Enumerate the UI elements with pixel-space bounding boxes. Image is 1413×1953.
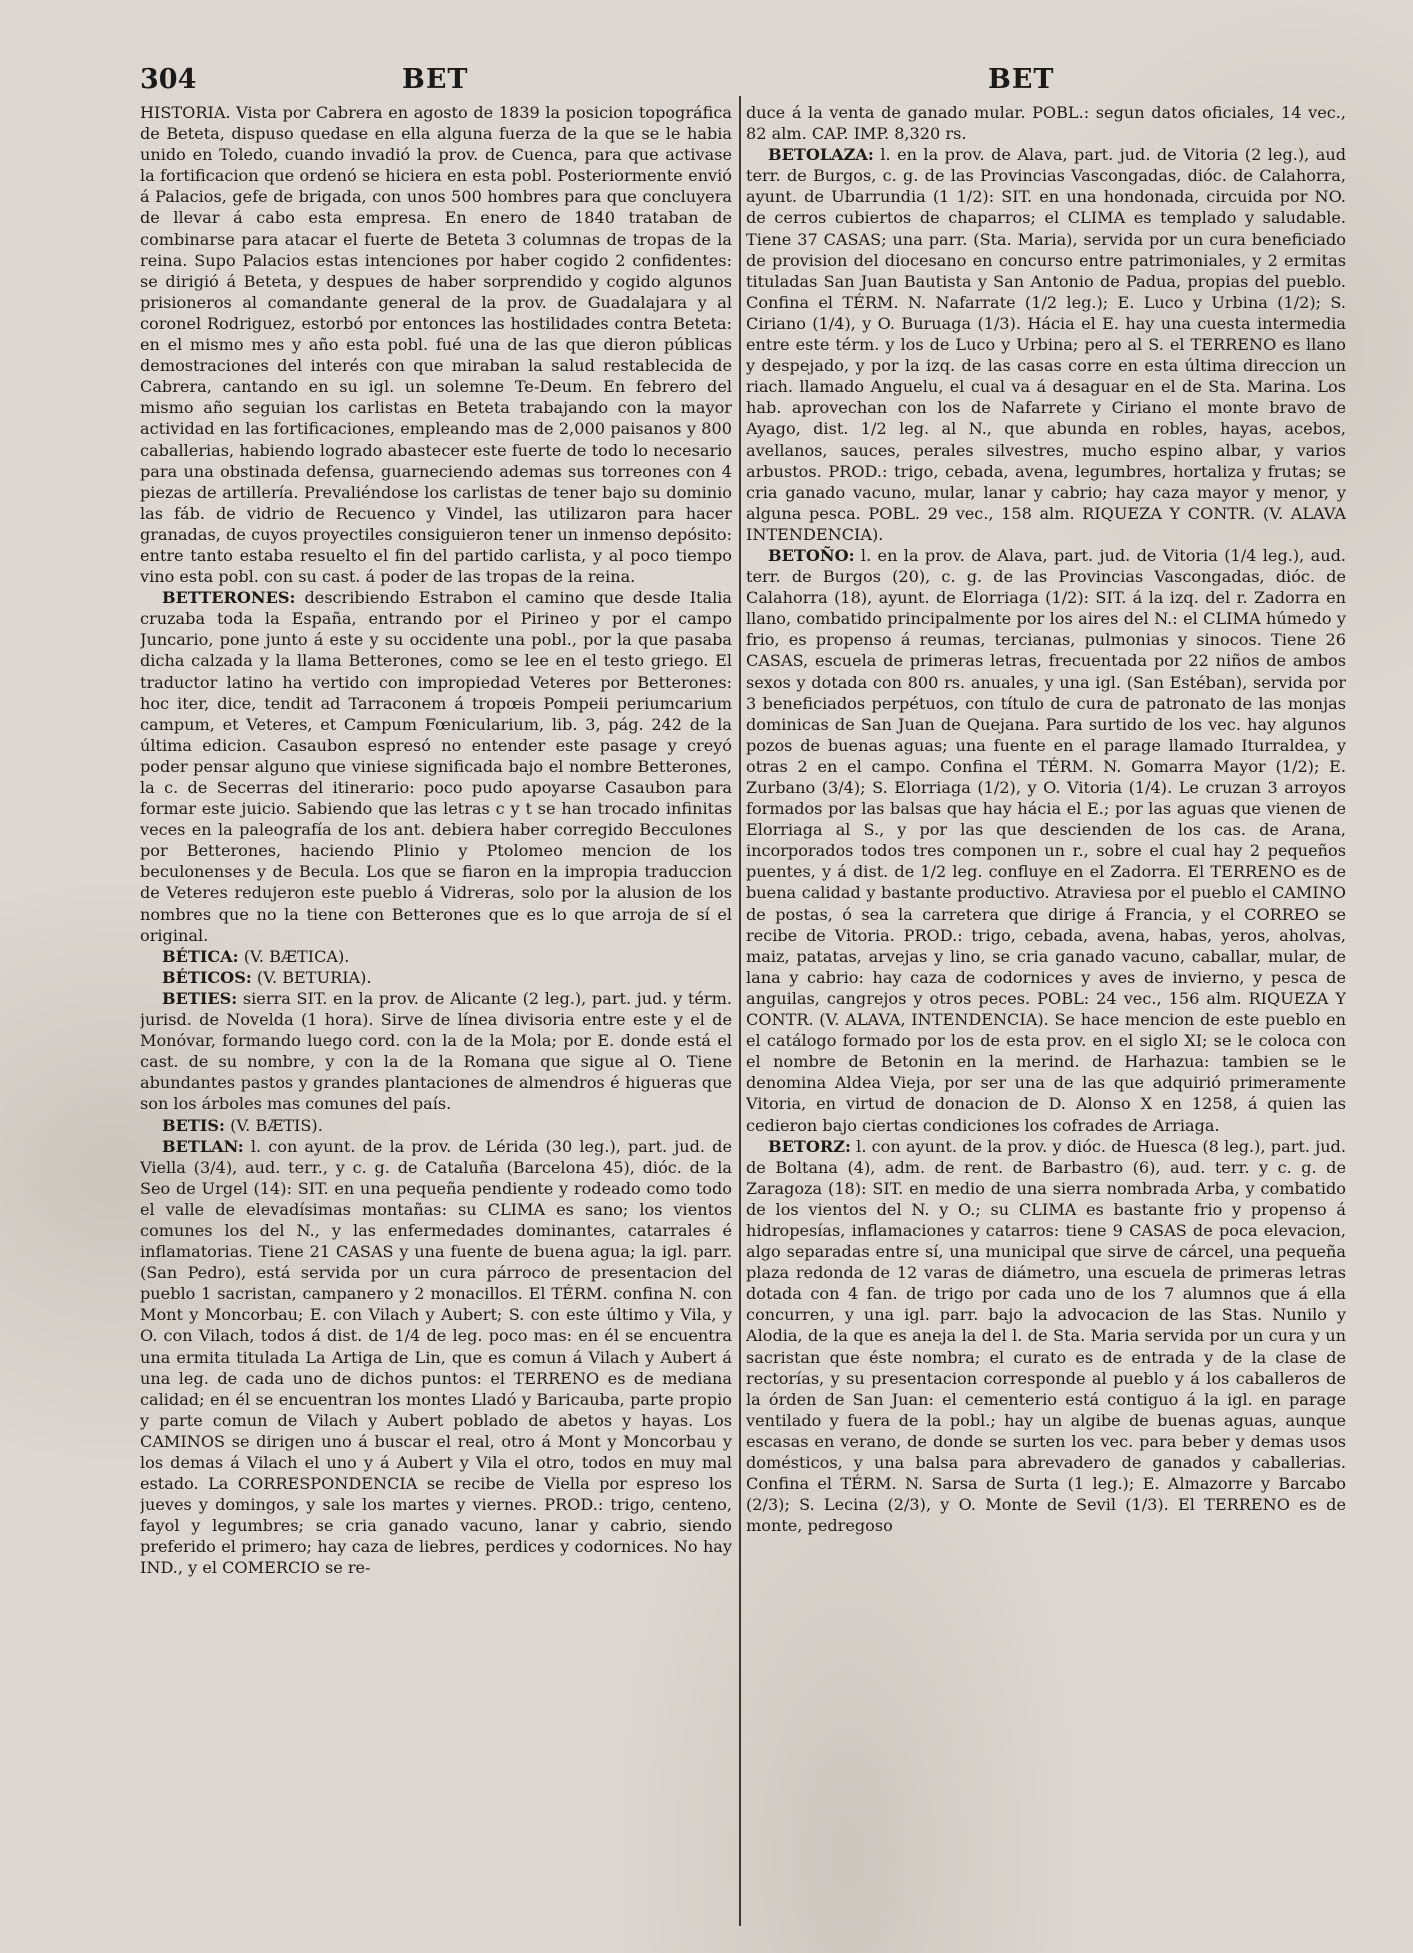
entry-text: l. con ayunt. de la prov. de Lérida (30 leg.), part. jud. de Viella (3/4), aud. terr., y c. g. de Cataluña (Barcelona 45), dióc. de la Seo de Urgel (14): SIT. en una pequeña pendiente y rodeado como todo el valle de elevadísimas montañas: su CLIMA es sano; los vientos comunes los del N., y las enfermedades dominantes, catarrales é inflamatorias. Tiene 21 CASAS y una fuente de buena agua; la igl. parr. (San Pedro), está servida por un cura párroco de presentacion del pueblo 1 sacristan, campanero y 2 monacillos. El TÉRM. confina N. con Mont y Moncorbau; E. con Vilach y Aubert; S. con este último y Vila, y O. con Vilach, todos á dist. de 1/4 de leg. poco mas: en él se encuentra una ermita titulada La Artiga de Lin, que es comun á Vilach y Aubert á una leg. de cada uno de dichos puntos: el TERRENO es de mediana calidad; en él se encuentran los montes Lladó y Baricauba, parte propio y parte comun de Vilach y Aubert poblado de abetos y hayas. Los CAMINOS se dirigen uno á buscar el real, otro á Mont y Moncorbau y los demas á Vilach el uno y á Aubert y Vila el otro, todos en muy mal estado. La CORRESPONDENCIA se recibe de Viella por espreso los jueves y domingos, y sale los martes y viernes. PROD.: trigo, centeno, fayol y legumbres; se cria ganado vacuno, lanar y cabrio, siendo preferido el primero; hay caza de liebres, perdices y codornices. No hay IND., y el COMERCIO se re- [140,1136,732,1578]
entry-text: sierra SIT. en la prov. de Alicante (2 leg.), part. jud. y térm. jurisd. de Novelda (1 hora). Sirve de línea divisoria entre este y el de Monóvar, formando luego cord. con la de la Mola; por E. donde está el cast. de su nombre, y con la de la Romana que sigue al O. Tiene abundantes pastos y grandes plantaciones de almendros é higueras que son los árboles mas comunes del país. [140,988,732,1114]
entry-text: (V. BÆTIS). [230,1115,323,1135]
headword: BÉTICOS: [162,967,252,987]
right-column [746,102,1346,1922]
entry-betlan-continued: duce á la venta de ganado mular. POBL.: segun datos oficiales, 14 vec., 82 alm. CAP. IMP. 8,320 rs. [746,103,1346,144]
entry-text: l. en la prov. de Alava, part. jud. de Vitoria (1/4 leg.), aud. terr. de Burgos (20), c. g. de las Provincias Vascongadas, dióc. de Calahorra (18), ayunt. de Elorriaga (1/2): SIT. á la izq. del r. Zadorra en llano, combatido principalmente por los aires del N.: el CLIMA húmedo y frio, es propenso á reumas, tercianas, pulmonias y sinocos. Tiene 26 CASAS, escuela de primeras letras, frecuentada por 22 niños de ambos sexos y dotada con 800 rs. anuales, y una igl. (San Estéban), servida por 3 beneficiados perpétuos, con título de cura de patronato de las monjas dominicas de San Juan de Quejana. Para surtido de los vec. hay algunos pozos de buenas aguas; una fuente en el parage llamado Iturraldea, y otras 2 en el campo. Confina el TÉRM. N. Gomarra Mayor (1/2); E. Zurbano (3/4); S. Elorriaga (1/2), y O. Vitoria (1/4). Le cruzan 3 arroyos formados por las balsas que hay hácia el E.; por las aguas que vienen de Elorriaga al S., y por las que descienden de los cas. de Arana, incorporados todos tres componen un r., sobre el cual hay 2 pequeños puentes, y á dist. de 1/2 leg. confluye en el Zadorra. El TERRENO es de buena calidad y bastante productivo. Atraviesa por el pueblo el CAMINO de postas, ó sea la carretera que dirige á Francia, y el CORREO se recibe de Vitoria. PROD.: trigo, cebada, avena, habas, yeros, aholvas, maiz, patatas, arvejas y lino, se cria ganado vacuno, caballar, mular, de lana y cabrio: hay caza de codornices y aves de invierno, y pesca de anguilas, cangrejos y otros peces. POBL: 24 vec., 156 alm. RIQUEZA Y CONTR. (V. ALAVA, INTENDENCIA). Se hace mencion de este pueblo en el catálogo formado por los de esta prov. en el siglo XI; se le coloca con el nombre de Betonin en la merind. de Harhazua: tambien se le denomina Aldea Vieja, por ser una de las que adquirió primeramente Vitoria, en virtud de donacion de D. Alonso X en 1258, á quien las cedieron bajo ciertas condiciones los cofrades de Arriaga. [746,545,1346,1135]
entry-beticos [140,967,732,988]
headword: BETOÑO: [768,545,855,565]
column-divider [739,96,741,1926]
entry-betolaza [746,144,1346,545]
entry-text: (V. BÆTICA). [243,946,350,966]
headword: BETOLAZA: [768,145,874,165]
entry-text: describiendo Estrabon el camino que desde Italia cruzaba toda la España, entrando por el Pirineo y por el campo Juncario, pone junto á este y su occidente una pobl., por la que pasaba dicha calzada y la llama Betterones, como se lee en el testo griego. El traductor latino ha vertido con impropiedad Veteres por Betterones: hoc iter, dice, tendit ad Tarraconem á tropœis Pompeii periumcarium campum, et Veteres, et Campum Fœnicularium, lib. 3, pág. 242 de la última edicion. Casaubon espresó no entender este pasage y creyó poder pensar alguno que viniese significada bajo el nombre Betterones, la c. de Secerras del itinerario: poco pudo apoyarse Casaubon para formar este juicio. Sabiendo que las letras c y t se han trocado infinitas veces en la paleografía de los ant. debiera haber corregido Becculones por Betterones, haciendo Plinio y Ptolomeo mencion de los beculonenses y de Becula. Los que se fiaron en la impropia traduccion de Veteres redujeron este pueblo á Vidreras, solo por la alusion de los nombres que no la tiene con Betterones que es lo que arroja de sí el original. [140,588,732,945]
page-header [140,64,1350,104]
entry-historia: HISTORIA. Vista por Cabrera en agosto de 1839 la posicion topográfica de Beteta, dispuso quedase en ella alguna fuerza de la que se le habia unido en Toledo, cuando invadió la prov. de Cuenca, para que activase la fortificacion que ordenó se hiciera en esta pobl. Posteriormente envió á Palacios, gefe de brigada, con unos 500 hombres para que concluyera de llevar á cabo esta empresa. En enero de 1840 trataban de combinarse para atacar el fuerte de Beteta 3 columnas de tropas de la reina. Supo Palacios estas intenciones por haber cogido 2 confidentes: se dirigió á Beteta, y despues de haber sorprendido y cogido algunos prisioneros al comandante general de la prov. de Guadalajara y al coronel Rodriguez, estorbó por entonces las hostilidades contra Beteta: en el mismo mes y año esta pobl. fué una de las que dieron públicas demostraciones del interés con que miraban la salud restablecida de Cabrera, cantando en su igl. un solemne Te-Deum. En febrero del mismo año seguian los carlistas en Beteta trabajando con la mayor actividad en las fortificaciones, empleando mas de 2,000 paisanos y 800 caballerias, habiendo logrado abastecer este fuerte de todo lo necesario para una obstinada defensa, guarneciendo ademas sus torreones con 4 piezas de artillería. Prevaliéndose los carlistas de tener bajo su dominio las fáb. de vidrio de Recuenco y Vindel, las utilizaron para hacer granadas, de cuyos proyectiles consiguieron tener un inmenso depósito: entre tanto estaba resuelto el fin del partido carlista, y al poco tiempo vino esta pobl. con su cast. á poder de las tropas de la reina. [140,103,732,587]
entry-betono [746,545,1346,1136]
headword: BÉTICA: [162,946,239,966]
entry-text: l. con ayunt. de la prov. y dióc. de Huesca (8 leg.), part. jud. de Boltana (4), adm. de rent. de Barbastro (6), aud. terr. y c. g. de Zaragoza (18): SIT. en medio de una sierra nombrada Arba, y combatido de los vientos del N. y O.; su CLIMA es bastante frio y propenso á hidropesías, inflamaciones y catarros: tiene 9 CASAS de poca elevacion, algo separadas entre sí, una municipal que sirve de cárcel, una pequeña plaza redonda de 12 varas de diámetro, una escuela de primeras letras dotada con 4 fan. de trigo por cada uno de los 7 alumnos que á ella concurren, y una igl. parr. bajo la advocacion de las Stas. Nunilo y Alodia, de la que es aneja la del l. de Sta. Maria servida por un cura y un sacristan que éste nombra; el curato es de entrada y de la clase de rectorías, y su presentacion corresponde al pueblo y á los caballeros de la órden de San Juan: el cementerio está contiguo á la igl. en parage ventilado y fuera de la pobl.; hay un algibe de buenas aguas, aunque escasas en verano, de donde se surten los vec. para beber y demas usos domésticos, y una balsa para abrevadero de ganados y caballerias. Confina el TÉRM. N. Sarsa de Surta (1 leg.); E. Almazorre y Barcabo (2/3); S. Lecina (2/3), y O. Monte de Sevil (1/3). El TERRENO es de monte, pedregoso [746,1136,1346,1536]
entry-betica [140,946,732,967]
entry-betterones [140,587,732,946]
entry-betlan [140,1136,732,1579]
entry-beties [140,988,732,1115]
entry-text: (V. BETURIA). [256,967,372,987]
page-number: 304 [140,64,197,95]
running-head-right: BET [988,64,1055,95]
headword: BETIES: [162,988,238,1008]
entry-betis [140,1115,732,1136]
entry-text: l. en la prov. de Alava, part. jud. de Vitoria (2 leg.), aud terr. de Burgos, c. g. de las Provincias Vascongadas, dióc. de Calahorra, ayunt. de Ubarrundia (1 1/2): SIT. en una hondonada, circuida por NO. de cerros cubiertos de chaparros; el CLIMA es templado y saludable. Tiene 37 CASAS; una parr. (Sta. Maria), servida por un cura beneficiado de provision del diocesano en concurso entre patrimoniales, y 2 ermitas tituladas San Juan Bautista y San Antonio de Padua, propias del pueblo. Confina el TÉRM. N. Nafarrate (1/2 leg.); E. Luco y Urbina (1/2); S. Ciriano (1/4), y O. Buruaga (1/3). Hácia el E. hay una cuesta intermedia entre este térm. y los de Luco y Urbina; pero al S. el TERRENO es llano y despejado, y por la izq. de las casas corre en esta última direccion un riach. llamado Anguelu, el cual va á desaguar en el de Sta. Marina. Los hab. aprovechan con los de Nafarrete y Ciriano el monte bravo de Ayago, dist. 1/2 leg. al N., que abunda en robles, hayas, acebos, avellanos, sauces, perales silvestres, mucho espino albar, y varios arbustos. PROD.: trigo, cebada, avena, legumbres, hortaliza y frutas; se cria ganado vacuno, mular, lanar y cabrio; hay caza mayor y menor, y alguna pesca. POBL. 29 vec., 158 alm. RIQUEZA Y CONTR. (V. ALAVA INTENDENCIA). [746,145,1346,544]
headword: BETTERONES: [162,588,296,608]
left-column [140,102,732,1922]
running-head-left: BET [402,64,469,95]
headword: BETIS: [162,1115,225,1135]
entry-betorz [746,1136,1346,1537]
headword: BETLAN: [162,1136,244,1156]
headword: BETORZ: [768,1136,851,1156]
